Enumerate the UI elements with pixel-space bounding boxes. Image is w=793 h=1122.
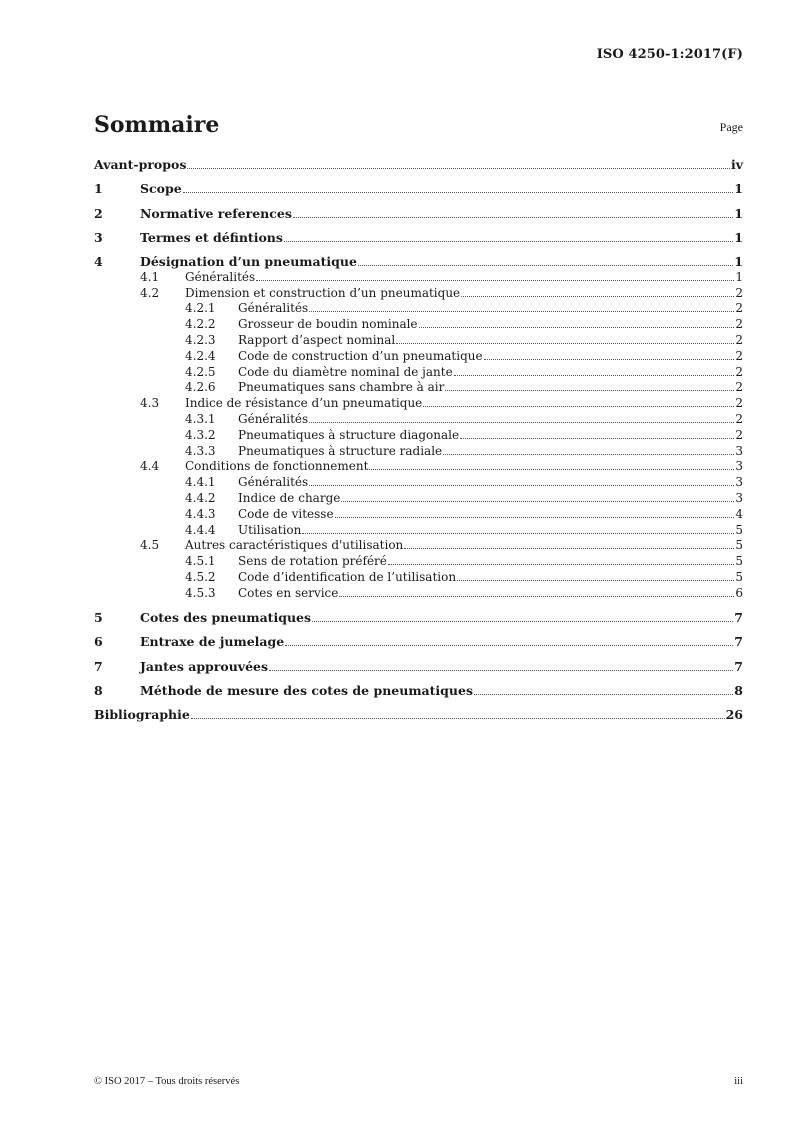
toc-entry-page: 5 xyxy=(735,569,743,584)
toc-entry-title: Utilisation xyxy=(238,522,302,537)
toc-leader-dots xyxy=(187,168,730,169)
toc-leader-dots xyxy=(474,694,733,695)
toc-entry[interactable] xyxy=(94,412,743,426)
toc-entry[interactable] xyxy=(94,491,743,505)
toc-entry-page: 5 xyxy=(735,554,743,569)
toc-entry[interactable] xyxy=(94,570,743,584)
footer-page-number: iii xyxy=(734,1076,743,1087)
toc-entry-page: 2 xyxy=(735,411,743,426)
toc-leader-dots xyxy=(269,670,733,671)
toc-entry-number: 4.2.2 xyxy=(185,317,216,332)
toc-leader-dots xyxy=(339,596,734,597)
toc-leader-dots xyxy=(484,359,735,360)
toc-entry[interactable] xyxy=(94,586,743,600)
toc-entry-title: Généralités xyxy=(238,301,309,316)
footer-copyright: © ISO 2017 – Tous droits réservés xyxy=(94,1076,240,1087)
toc-leader-dots xyxy=(293,217,733,218)
toc-entry-number: 4.4.2 xyxy=(185,490,216,505)
toc-leader-dots xyxy=(454,375,735,376)
toc-entry[interactable] xyxy=(94,554,743,568)
toc-leader-dots xyxy=(460,438,734,439)
toc-entry[interactable] xyxy=(94,380,743,394)
toc-leader-dots xyxy=(309,422,734,423)
toc-entry-number: 4.2.4 xyxy=(185,348,216,363)
toc-leader-dots xyxy=(256,280,734,281)
toc-entry-title: Indice de charge xyxy=(238,490,341,505)
toc-leader-dots xyxy=(284,241,733,242)
toc-entry-title: Bibliographie xyxy=(94,707,190,723)
toc-leader-dots xyxy=(369,469,734,470)
toc-entry-number: 5 xyxy=(94,610,103,625)
toc-entry-page: 2 xyxy=(735,317,743,332)
toc-entry-number: 3 xyxy=(94,229,103,245)
toc-leader-dots xyxy=(285,645,733,646)
toc-leader-dots xyxy=(443,454,734,455)
toc-entry-number: 4.2.3 xyxy=(185,332,216,347)
toc-entry-title: Généralités xyxy=(238,475,309,490)
toc-entry-title: Grosseur de boudin nominale xyxy=(238,317,418,332)
toc-entry-number: 4.4.3 xyxy=(185,506,216,521)
toc-entry-page: 3 xyxy=(735,443,743,458)
toc-entry[interactable] xyxy=(94,523,743,537)
toc-entry-title: Généralités xyxy=(238,411,309,426)
toc-entry-page: 7 xyxy=(734,610,743,625)
toc-entry-page: 2 xyxy=(735,348,743,363)
toc-entry-number: 1 xyxy=(94,181,103,197)
toc-entry-title: Termes et défintions xyxy=(140,229,283,245)
toc-entry-title: Désignation d’un pneumatique xyxy=(140,254,357,270)
toc-entry[interactable] xyxy=(94,349,743,363)
page-title: Sommaire xyxy=(94,112,220,138)
toc-entry[interactable] xyxy=(94,317,743,331)
toc-entry[interactable] xyxy=(94,365,743,379)
toc-entry-number: 4.2.6 xyxy=(185,380,216,395)
toc-entry-page: 2 xyxy=(735,364,743,379)
toc-entry-title: Méthode de mesure des cotes de pneumatiques xyxy=(140,682,474,698)
toc-entry-number: 4.5.3 xyxy=(185,585,216,600)
toc-entry[interactable] xyxy=(94,507,743,521)
toc-entry-page: iv xyxy=(730,157,743,172)
toc-entry-page: 3 xyxy=(735,490,743,505)
toc-entry[interactable] xyxy=(94,475,743,489)
toc-entry-title: Dimension et construction d’un pneumatique xyxy=(185,285,461,300)
toc-entry-page: 4 xyxy=(735,506,743,521)
toc-entry-number: 4.4 xyxy=(140,459,160,474)
toc-entry-title: Avant-propos xyxy=(94,157,187,172)
toc-entry-title: Rapport d’aspect nominal xyxy=(238,332,396,347)
toc-entry-title: Jantes approuvées xyxy=(140,658,269,674)
toc-entry-page: 2 xyxy=(735,396,743,411)
toc-entry-number: 4.2.5 xyxy=(185,364,216,379)
toc-entry-number: 4.5 xyxy=(140,538,160,553)
toc-entry-title: Généralités xyxy=(185,269,256,284)
toc-entry-number: 4.3 xyxy=(140,396,160,411)
toc-entry-page: 7 xyxy=(734,658,743,674)
toc-entry-number: 4 xyxy=(94,254,103,270)
toc-entry-page: 7 xyxy=(734,634,743,650)
toc-leader-dots xyxy=(419,327,735,328)
toc-entry-number: 6 xyxy=(94,634,103,650)
toc-leader-dots xyxy=(457,580,734,581)
toc-entry[interactable] xyxy=(94,459,743,473)
toc-entry-page: 8 xyxy=(734,682,743,698)
toc-leader-dots xyxy=(302,533,734,534)
toc-entry[interactable] xyxy=(94,634,743,649)
toc-entry[interactable] xyxy=(94,428,743,442)
toc-entry[interactable] xyxy=(94,444,743,458)
toc-leader-dots xyxy=(312,621,733,622)
page-column-label: Page xyxy=(719,120,743,134)
toc-entry-title: Sens de rotation préféré xyxy=(238,554,387,569)
toc-entry-title: Pneumatiques sans chambre à air xyxy=(238,380,445,395)
toc-entry-title: Indice de résistance d’un pneumatique xyxy=(185,396,423,411)
toc-entry-number: 4.2.1 xyxy=(185,301,216,316)
toc-entry-number: 4.4.4 xyxy=(185,522,216,537)
toc-entry-title: Conditions de fonctionnement xyxy=(185,459,369,474)
toc-leader-dots xyxy=(335,517,735,518)
toc-leader-dots xyxy=(461,296,734,297)
document-id: ISO 4250-1:2017(F) xyxy=(596,47,743,62)
toc-leader-dots xyxy=(388,564,734,565)
toc-entry-title: Code de construction d’un pneumatique xyxy=(238,348,483,363)
toc-leader-dots xyxy=(404,548,734,549)
toc-entry-page: 2 xyxy=(735,427,743,442)
toc-entry-page: 1 xyxy=(735,269,743,284)
toc-entry-page: 2 xyxy=(735,332,743,347)
toc-entry-page: 2 xyxy=(735,380,743,395)
toc-entry-page: 5 xyxy=(735,522,743,537)
toc-entry-page: 2 xyxy=(735,301,743,316)
toc-entry[interactable] xyxy=(94,230,743,245)
toc-entry[interactable] xyxy=(94,181,743,196)
toc-leader-dots xyxy=(309,485,734,486)
toc-leader-dots xyxy=(423,406,734,407)
toc-entry[interactable] xyxy=(94,270,743,284)
toc-leader-dots xyxy=(396,343,734,344)
toc-entry-number: 4.4.1 xyxy=(185,475,216,490)
toc-entry-title: Autres caractéristiques d'utilisation xyxy=(185,538,404,553)
toc-entry-page: 1 xyxy=(734,229,743,245)
toc-entry-number: 8 xyxy=(94,682,103,698)
toc-entry-title: Entraxe de jumelage xyxy=(140,634,285,650)
toc-entry-page: 2 xyxy=(735,285,743,300)
toc-entry[interactable] xyxy=(94,707,743,722)
toc-entry[interactable] xyxy=(94,286,743,300)
toc-entry-number: 4.3.1 xyxy=(185,411,216,426)
toc-entry-title: Code du diamètre nominal de jante xyxy=(238,364,453,379)
toc-entry-page: 1 xyxy=(734,205,743,221)
toc-entry-number: 4.2 xyxy=(140,285,160,300)
toc-leader-dots xyxy=(191,718,725,719)
toc-leader-dots xyxy=(183,192,734,193)
toc-entry-title: Scope xyxy=(140,181,182,197)
toc-entry-title: Normative references xyxy=(140,205,292,221)
toc-entry-number: 4.5.2 xyxy=(185,569,216,584)
toc-entry-page: 6 xyxy=(735,585,743,600)
toc-entry[interactable] xyxy=(94,538,743,552)
toc-entry-title: Pneumatiques à structure diagonale xyxy=(238,427,460,442)
toc-leader-dots xyxy=(445,390,734,391)
toc-entry[interactable] xyxy=(94,683,743,698)
toc-leader-dots xyxy=(341,501,734,502)
toc-entry[interactable] xyxy=(94,396,743,410)
toc-entry-title: Cotes des pneumatiques xyxy=(140,610,312,625)
toc-entry-page: 1 xyxy=(734,181,743,197)
toc-entry-number: 4.5.1 xyxy=(185,554,216,569)
toc-entry[interactable] xyxy=(94,157,743,172)
toc-leader-dots xyxy=(358,265,733,266)
toc-entry-title: Code de vitesse xyxy=(238,506,334,521)
toc-entry-page: 26 xyxy=(725,707,743,723)
toc-entry-number: 4.1 xyxy=(140,269,160,284)
toc-entry-page: 3 xyxy=(735,459,743,474)
toc-entry[interactable] xyxy=(94,301,743,315)
toc-leader-dots xyxy=(309,311,734,312)
toc-entry-title: Pneumatiques à structure radiale xyxy=(238,443,443,458)
toc-entry-number: 4.3.3 xyxy=(185,443,216,458)
toc-entry-title: Cotes en service xyxy=(238,585,339,600)
toc-entry[interactable] xyxy=(94,610,743,625)
toc-entry[interactable] xyxy=(94,333,743,347)
toc-entry[interactable] xyxy=(94,659,743,674)
toc-entry[interactable] xyxy=(94,206,743,221)
toc-entry-page: 1 xyxy=(734,254,743,270)
toc-entry-title: Code d’identification de l’utilisation xyxy=(238,569,457,584)
toc-entry-page: 3 xyxy=(735,475,743,490)
toc-entry[interactable] xyxy=(94,254,743,269)
toc-entry-number: 7 xyxy=(94,658,103,674)
toc-entry-number: 2 xyxy=(94,205,103,221)
toc-entry-page: 5 xyxy=(735,538,743,553)
toc-entry-number: 4.3.2 xyxy=(185,427,216,442)
